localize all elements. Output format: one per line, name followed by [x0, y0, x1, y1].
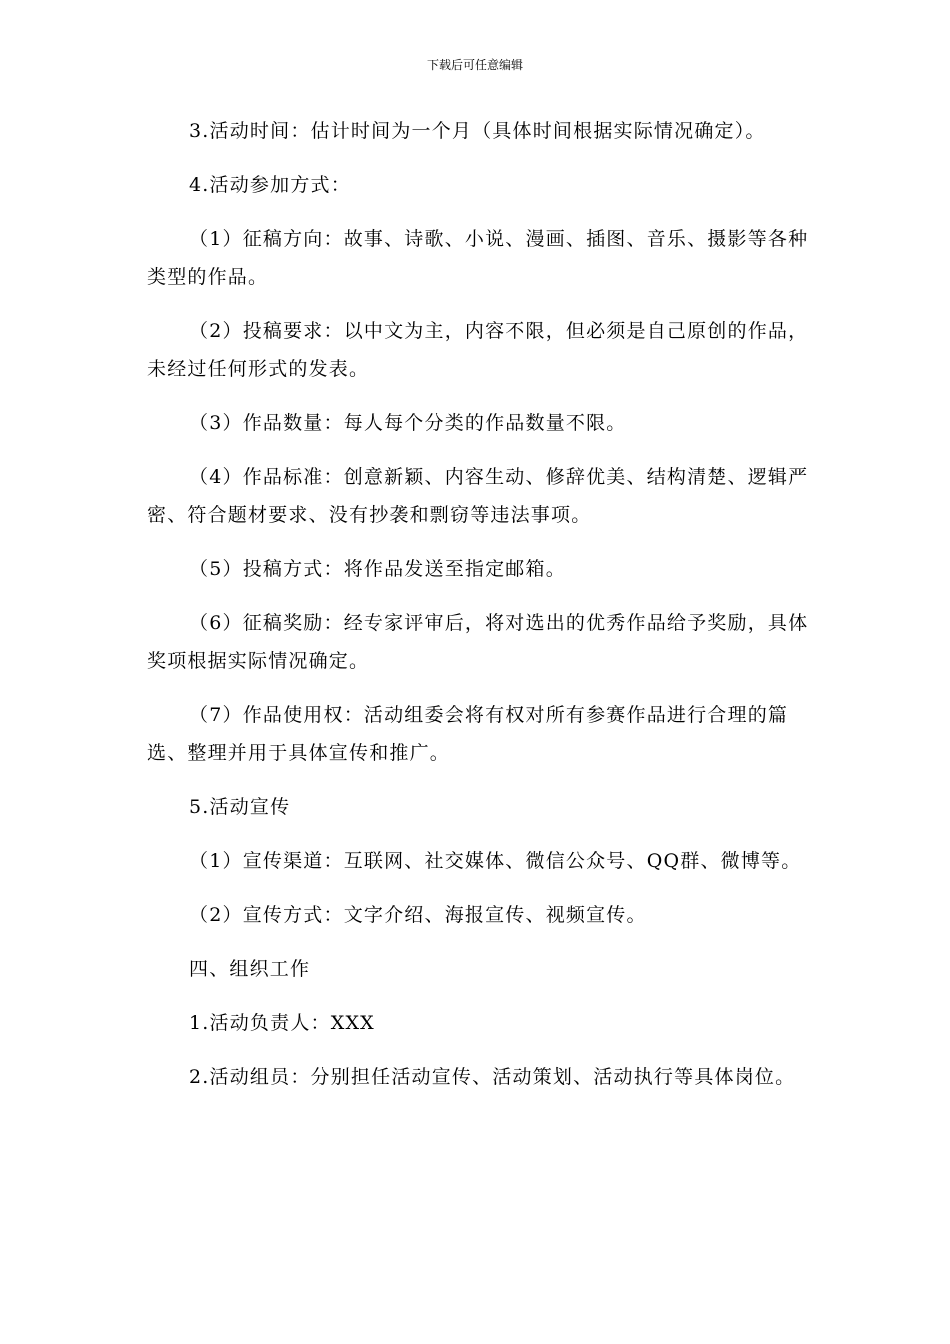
paragraph-activity-promotion: 5.活动宣传: [189, 796, 291, 818]
document-body: [147, 112, 815, 1112]
paragraph-organization-work: 四、组织工作: [189, 958, 311, 980]
paragraph-submission-requirements: （2）投稿要求：以中文为主，内容不限，但必须是自己原创的作品，未经过任何形式的发表。: [147, 320, 809, 380]
paragraph-activity-leader: 1.活动负责人：XXX: [189, 1012, 375, 1034]
paragraph-work-quantity: （3）作品数量：每人每个分类的作品数量不限。: [189, 412, 627, 434]
paragraph-participation-method: 4.活动参加方式：: [189, 174, 351, 196]
paragraph-submission-rewards: （6）征稿奖励：经专家评审后，将对选出的优秀作品给予奖励，具体奖项根据实际情况确定。: [147, 612, 809, 672]
paragraph-promotion-methods: （2）宣传方式：文字介绍、海报宣传、视频宣传。: [189, 904, 647, 926]
paragraph-promotion-channels: （1）宣传渠道：互联网、社交媒体、微信公众号、QQ群、微博等。: [189, 850, 802, 872]
paragraph-usage-rights: （7）作品使用权：活动组委会将有权对所有参赛作品进行合理的篇选、整理并用于具体宣传和推广。: [147, 704, 789, 764]
paragraph-submission-method: （5）投稿方式：将作品发送至指定邮箱。: [189, 558, 566, 580]
paragraph-activity-members: 2.活动组员：分别担任活动宣传、活动策划、活动执行等具体岗位。: [189, 1066, 796, 1088]
paragraph-activity-time: 3.活动时间：估计时间为一个月（具体时间根据实际情况确定）。: [189, 120, 766, 142]
paragraph-submission-direction: （1）征稿方向：故事、诗歌、小说、漫画、插图、音乐、摄影等各种类型的作品。: [147, 228, 809, 288]
paragraph-work-standards: （4）作品标准：创意新颖、内容生动、修辞优美、结构清楚、逻辑严密、符合题材要求、没有抄袭和剽窃等违法事项。: [147, 466, 809, 526]
page-header: 下载后可任意编辑: [426, 58, 523, 72]
